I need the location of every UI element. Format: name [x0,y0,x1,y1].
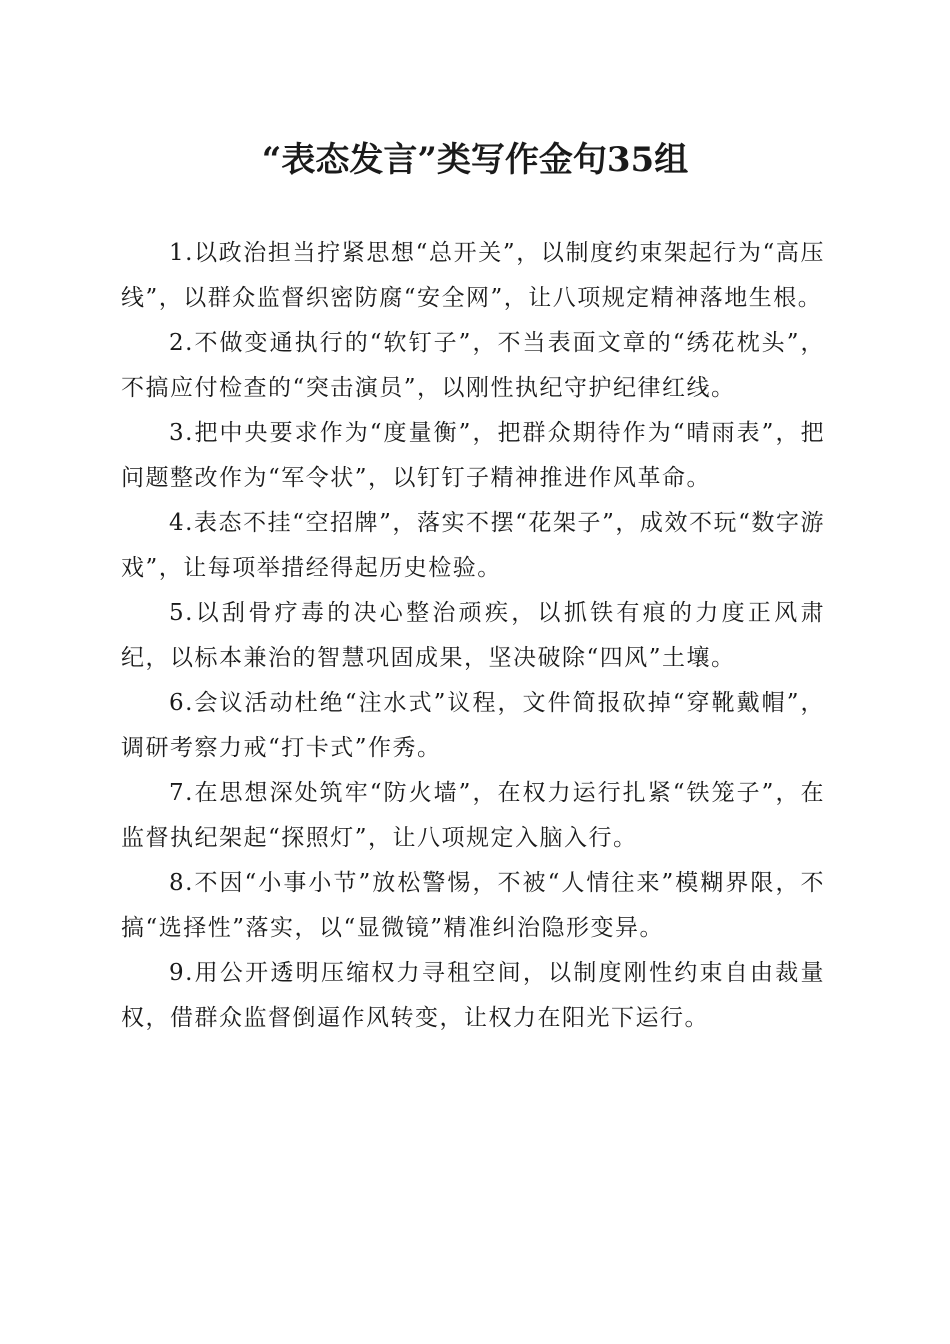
paragraph-4: 4.表态不挂“空招牌”，落实不摆“花架子”，成效不玩“数字游戏”，让每项举措经得起历史检验。 [121,510,825,581]
paragraph-1: 1.以政治担当拧紧思想“总开关”，以制度约束架起行为“高压线”，以群众监督织密防腐“安全网”，让八项规定精神落地生根。 [121,240,825,311]
paragraph-8: 8.不因“小事小节”放松警惕，不被“人情往来”模糊界限，不搞“选择性”落实，以“显微镜”精准纠治隐形变异。 [121,870,825,941]
paragraph-3: 3.把中央要求作为“度量衡”，把群众期待作为“晴雨表”，把问题整改作为“军令状”，以钉钉子精神推进作风革命。 [121,420,825,491]
paragraph-5: 5.以刮骨疗毒的决心整治顽疾，以抓铁有痕的力度正风肃纪，以标本兼治的智慧巩固成果，坚决破除“四风”土壤。 [121,600,825,671]
document-title: “表态发言”类写作金句35组 [261,140,689,180]
paragraph-2: 2.不做变通执行的“软钉子”，不当表面文章的“绣花枕头”，不搞应付检查的“突击演员”，以刚性执纪守护纪律红线。 [121,330,825,401]
paragraph-9: 9.用公开透明压缩权力寻租空间，以制度刚性约束自由裁量权，借群众监督倒逼作风转变，让权力在阳光下运行。 [121,960,825,1031]
document-body [121,231,825,1041]
paragraph-7: 7.在思想深处筑牢“防火墙”，在权力运行扎紧“铁笼子”，在监督执纪架起“探照灯”，让八项规定入脑入行。 [121,780,825,851]
paragraph-6: 6.会议活动杜绝“注水式”议程，文件简报砍掉“穿靴戴帽”，调研考察力戒“打卡式”作秀。 [121,690,825,761]
